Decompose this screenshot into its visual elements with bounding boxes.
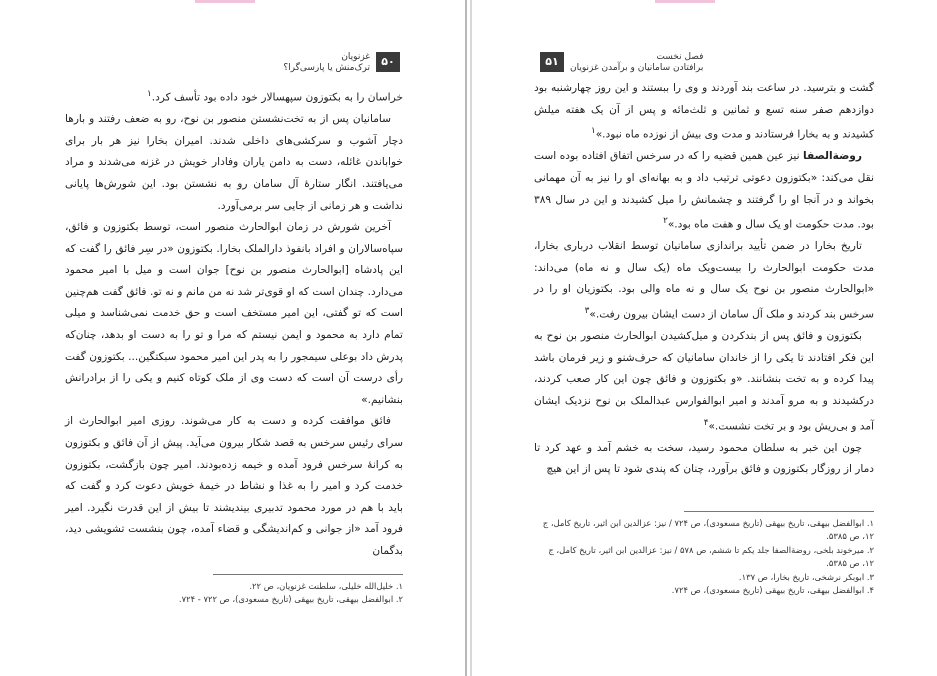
paragraph: خراسان را به بکتوزون سپهسالار خود داده بود تأسف کرد.$^۱$: [146, 89, 403, 104]
footnotes: [534, 517, 874, 597]
paragraph: روضةالصفا نیز عین همین قضیه را که در سرخس اتفاق افتاده بوده است نقل می‌کند: «بکتوزون دعوتی ترتیب داد و به بهانه‌ای او را نیز به آن مهمانی بخواند و در آنجا او را گرفتند و چشمانش را میل کشیدند و این در سال ۳۸۹ بود. مدت حکومت او یک سال و هفت ماه بود.»$^۲$: [534, 150, 874, 231]
page-number: ۵۰: [376, 52, 400, 72]
footnote-rule: [213, 574, 403, 575]
footnote: ۳. ابوبکر نرشخی، تاریخ بخارا، ص ۱۳۷.: [738, 571, 874, 582]
footnote: ۴. ابوالفضل بیهقی، تاریخ بیهقی (تاریخ مسعودی)، ص ۷۲۴.: [671, 585, 874, 596]
header-line: فصل نخست: [656, 52, 704, 62]
footnote: ۲. میرخوند بلخی، روضةالصفا جلد یکم تا ششم، ص ۵۷۸ / نیز: عزالدین ابن اثیر، تاریخ کامل، ج ۱۲، ص ۵۳۸۵.: [548, 544, 874, 569]
running-header: [150, 48, 400, 78]
page-gutter: [465, 0, 467, 676]
paragraph: بکتوزون و فائق پس از بندکردن و میل‌کشیدن ابوالحارث منصور بن نوح به این فکر افتادند تا یکی را از خاندان سامانیان که حرف‌شنو و زیر فرمان باشد پیدا کرده و به تخت بنشانند. «و بکتوزون و فائق چون این کار صعب کردند، درکشیدند و به مرو آمدند و امیر ابوالفوارس عبدالملک بن نوح نزدیک ایشان آمد و بی‌ریش بود و بر تخت نشست.»$^۴$: [534, 330, 874, 433]
footnote-mark: ۴: [703, 417, 709, 428]
right-page: [472, 0, 937, 676]
footnotes: [65, 580, 403, 607]
paragraph: تاریخ بخارا در ضمن تأیید براندازی سامانیان توسط انقلاب درباری بخارا، مدت حکومت ابوالحارث را بیست‌ویک ماه (یک سال و نه ماه) می‌داند: «ابوالحارث منصور بن نوح یک سال و نه ماه والی بود. بکتوزیان او را در سرخس بند کردند و ملک آل سامان از دست ایشان بیرون رفت.»$^۳$: [534, 240, 874, 321]
header-text: [570, 52, 703, 74]
page-number: ۵۱: [540, 52, 564, 72]
paragraph: گشت و بترسید. در ساعت بند آوردند و وی را ببستند و این روز چهارشنبه بود دوازدهم صفر سنه تسع و ثمانین و ثلث‌مائه و پس از آن یک هفته میلش کشیدند و به بخارا فرستادند و مدت وی بیش از نوزده ماه نبود.»$^۱$: [534, 82, 874, 141]
header-line: برافتادن سامانیان و برآمدن غزنویان: [570, 63, 704, 73]
footnote-mark: ۲: [663, 216, 668, 227]
footnote: ۱. خلیل‌الله خلیلی، سلطنت غزنویان، ص ۲۲.: [249, 581, 403, 591]
footnote: ۱. ابوالفضل بیهقی، تاریخ بیهقی (تاریخ مسعودی)، ص ۷۲۴ / نیز: عزالدین ابن اثیر، تاریخ کامل، ج ۱۲، ص ۵۳۸۵.: [542, 518, 874, 542]
paragraph: فائق موافقت کرده و دست به کار می‌شوند. روزی امیر ابوالحارث از سرای رئیس سرخس به قصد شکار بیرون می‌آید. پیش از آن فائق و بکتوزون به کرانهٔ سرخس فرود آمده و خیمه زده‌بودند. امیر چون بازگشت، بکتوزون خدمت کرد و امیر را به غذا و نشاط در خیمهٔ خویش دعوت کرد و گفت که باید با هم در مورد محمود تدبیری بیندیشند تا بیش از این قدرت نگیرد. امیر فرود آمد «از جوانی و کم‌اندیشگی و قضاء آمده، چون بنشست تشویشی دید، بدگمان: [65, 415, 403, 557]
header-line: غزنویان: [341, 52, 370, 62]
body-text: [65, 84, 403, 563]
header-line: ترک‌منش یا پارسی‌گرا؟: [283, 63, 370, 73]
header-text: [283, 52, 370, 74]
paragraph: سامانیان پس از به تخت‌نشستن منصور بن نوح، رو به ضعف رفتند و بارها دچار آشوب و سرکشی‌های داخلی شدند. امیران بخارا نیز هر بار برای خواباندن غائله، دست به دامن یاران وفادار خویش در غزنه می‌شدند و مراد می‌یافتند. انگار ستارهٔ آل سامان رو به نشستن بود. این شورش‌ها پایانی نداشت و هر زمانی از جایی سر برمی‌آورد.: [65, 113, 403, 212]
running-header: [540, 48, 800, 78]
footnote-mark: ۳: [584, 306, 590, 316]
paragraph: چون این خبر به سلطان محمود رسید، سخت به خشم آمد و عهد کرد تا دمار از روزگار بکتوزون و فائق برآورد، چنان که پندی شود تا پس از این هیچ: [534, 441, 874, 476]
body-text: [534, 78, 874, 481]
footnote-rule: [684, 511, 874, 512]
footnote: ۲. ابوالفضل بیهقی، تاریخ بیهقی (تاریخ مسعودی)، ص ۷۲۲ - ۷۲۴.: [178, 594, 403, 605]
paragraph: آخرین شورش در زمان ابوالحارث منصور است، توسط بکتوزون و فائق، سپاه‌سالاران و افراد بانفوذ دارالملک بخارا. بکتوزون «در سِر فائق را گفت که این پادشاه [ابوالحارث منصور بن نوح] جوان است و میل با امیر محمود می‌دارد. چندان است که او قوی‌تر شد نه من مانم و نه تو. فائق گفت هم‌چنین است که تو گفتی، این امیر مستخف است و حق خدمت نمی‌شناسد و میلی تمام دارد به محمود و ایمن نیستم که مرا و تو را به دست او بدهد، چنان‌که پدرش داد بوعلی سیمجور را به پدر این امیر محمود سبکتگین... بکتوزون گفت رأی درست آن است که دست وی از ملک کوتاه کنیم و یکی را از برادرانش بنشانیم.»: [65, 221, 403, 406]
footnote-mark: ۱: [590, 126, 596, 137]
footnote-mark: ۱: [146, 89, 152, 99]
left-page: [0, 0, 464, 676]
book-title: روضةالصفا: [803, 150, 862, 163]
